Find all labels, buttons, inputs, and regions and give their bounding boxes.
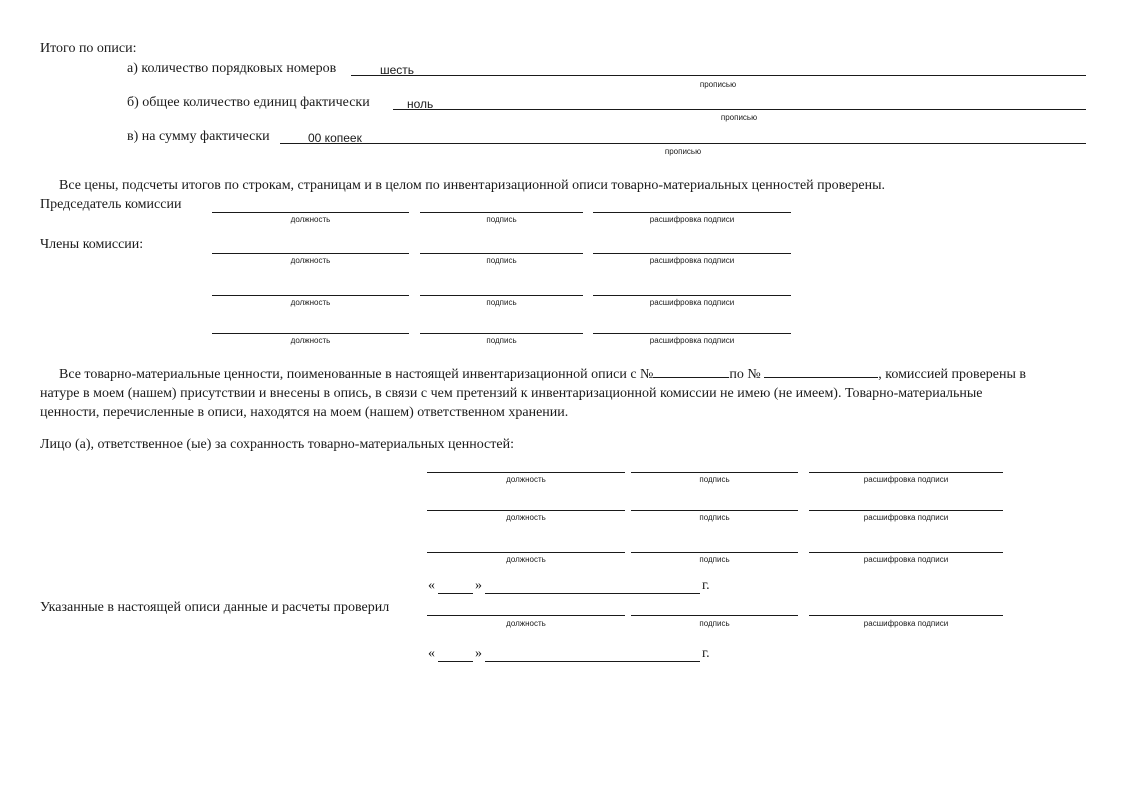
- responsible-1-position-line[interactable]: [427, 472, 625, 473]
- statement-from-number-blank[interactable]: [653, 365, 729, 378]
- chairman-decoding-line[interactable]: [593, 212, 791, 213]
- member-1-decoding-caption: расшифровка подписи: [649, 256, 735, 265]
- totals-count-label: а) количество порядковых номеров: [127, 61, 337, 76]
- member-2-decoding-caption: расшифровка подписи: [649, 298, 735, 307]
- date-2-close-quote: »: [475, 646, 482, 661]
- date-1-open-quote: «: [428, 578, 435, 593]
- responsible-2-signature-line[interactable]: [631, 510, 798, 511]
- chairman-signature-caption: подпись: [486, 215, 517, 224]
- responsible-1-position-caption: должность: [506, 475, 546, 484]
- checker-decoding-line[interactable]: [809, 615, 1003, 616]
- totals-sum-label: в) на сумму фактически: [127, 129, 270, 144]
- member-2-decoding-line[interactable]: [593, 295, 791, 296]
- date-1-year-suffix: г.: [702, 578, 710, 593]
- member-3-signature-caption: подпись: [486, 336, 517, 345]
- totals-sum-line[interactable]: [280, 143, 1086, 144]
- chairman-signature-line[interactable]: [420, 212, 583, 213]
- date-2-open-quote: «: [428, 646, 435, 661]
- member-2-signature-line[interactable]: [420, 295, 583, 296]
- responsible-3-signature-caption: подпись: [699, 555, 730, 564]
- chairman-label: Председатель комиссии: [40, 197, 182, 212]
- checker-position-caption: должность: [506, 619, 546, 628]
- chairman-position-caption: должность: [290, 215, 331, 224]
- totals-sum-hint: прописью: [664, 147, 702, 156]
- totals-units-hint: прописью: [720, 113, 758, 122]
- responsible-1-decoding-line[interactable]: [809, 472, 1003, 473]
- member-1-signature-line[interactable]: [420, 253, 583, 254]
- member-3-decoding-line[interactable]: [593, 333, 791, 334]
- member-2-position-line[interactable]: [212, 295, 409, 296]
- responsible-3-signature-line[interactable]: [631, 552, 798, 553]
- members-label: Члены комиссии:: [40, 237, 144, 252]
- member-2-position-caption: должность: [290, 298, 331, 307]
- responsible-3-decoding-caption: расшифровка подписи: [863, 555, 949, 564]
- totals-sum-value[interactable]: 00 копеек: [308, 131, 362, 145]
- checker-signature-caption: подпись: [699, 619, 730, 628]
- member-2-signature-caption: подпись: [486, 298, 517, 307]
- responsible-2-decoding-line[interactable]: [809, 510, 1003, 511]
- checker-position-line[interactable]: [427, 615, 625, 616]
- checked-label: Указанные в настоящей описи данные и расчеты проверил: [40, 600, 390, 615]
- verification-text: Все цены, подсчеты итогов по строкам, страницам и в целом по инвентаризационной описи товарно-материальных ценностей проверены.: [59, 178, 886, 193]
- totals-count-value[interactable]: шесть: [380, 63, 415, 77]
- responsible-1-decoding-caption: расшифровка подписи: [863, 475, 949, 484]
- totals-units-line[interactable]: [393, 109, 1086, 110]
- member-3-decoding-caption: расшифровка подписи: [649, 336, 735, 345]
- statement-part-3: , комиссией проверены в натуре в моем (нашем) присутствии и внесены в опись, в связи с чем претензий к инвентаризационной комиссии не имею (не имеем). Товарно-материальные ценности, перечисленные в описи, находятся на моем (нашем) ответственном хранении.: [40, 367, 1027, 420]
- member-3-signature-line[interactable]: [420, 333, 583, 334]
- statement-paragraph: [40, 365, 1030, 422]
- member-3-position-line[interactable]: [212, 333, 409, 334]
- totals-units-label: б) общее количество единиц фактически: [127, 95, 370, 110]
- statement-part-2: по №: [729, 367, 761, 382]
- date-2-year-suffix: г.: [702, 646, 710, 661]
- totals-units-value[interactable]: ноль: [407, 97, 434, 111]
- date-2-day-line[interactable]: [438, 661, 473, 662]
- responsible-2-position-line[interactable]: [427, 510, 625, 511]
- member-3-position-caption: должность: [290, 336, 331, 345]
- responsible-label: Лицо (а), ответственное (ые) за сохранность товарно-материальных ценностей:: [40, 437, 514, 452]
- responsible-3-position-caption: должность: [506, 555, 546, 564]
- totals-count-hint: прописью: [699, 80, 737, 89]
- responsible-2-decoding-caption: расшифровка подписи: [863, 513, 949, 522]
- responsible-2-signature-caption: подпись: [699, 513, 730, 522]
- responsible-3-position-line[interactable]: [427, 552, 625, 553]
- statement-to-number-blank[interactable]: [764, 365, 878, 378]
- member-1-position-line[interactable]: [212, 253, 409, 254]
- responsible-2-position-caption: должность: [506, 513, 546, 522]
- responsible-1-signature-caption: подпись: [699, 475, 730, 484]
- member-1-signature-caption: подпись: [486, 256, 517, 265]
- chairman-decoding-caption: расшифровка подписи: [649, 215, 735, 224]
- member-1-decoding-line[interactable]: [593, 253, 791, 254]
- checker-decoding-caption: расшифровка подписи: [863, 619, 949, 628]
- date-2-month-year-line[interactable]: [485, 661, 700, 662]
- date-1-month-year-line[interactable]: [485, 593, 700, 594]
- checker-signature-line[interactable]: [631, 615, 798, 616]
- totals-title: Итого по описи:: [40, 41, 137, 56]
- date-1-close-quote: »: [475, 578, 482, 593]
- date-1-day-line[interactable]: [438, 593, 473, 594]
- responsible-3-decoding-line[interactable]: [809, 552, 1003, 553]
- chairman-position-line[interactable]: [212, 212, 409, 213]
- totals-count-line[interactable]: [351, 75, 1086, 76]
- responsible-1-signature-line[interactable]: [631, 472, 798, 473]
- statement-part-1: Все товарно-материальные ценности, поименованные в настоящей инвентаризационной описи с №: [59, 367, 654, 382]
- member-1-position-caption: должность: [290, 256, 331, 265]
